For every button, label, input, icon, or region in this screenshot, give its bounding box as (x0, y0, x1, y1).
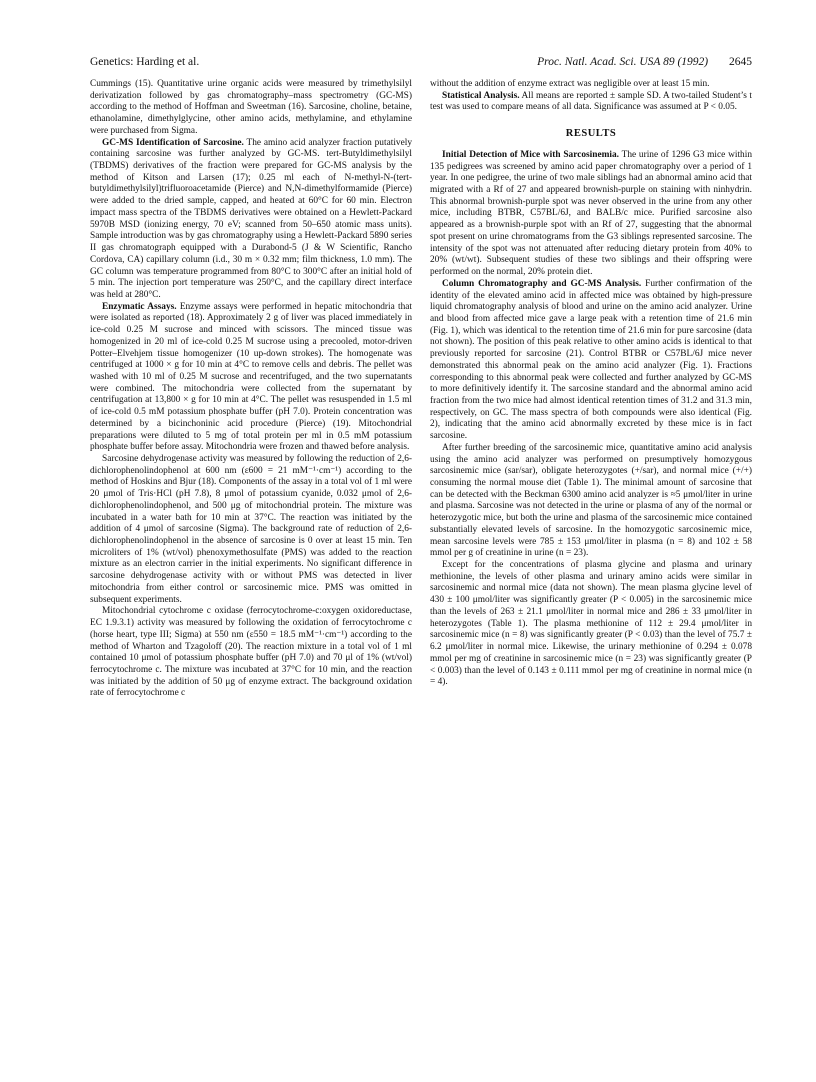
paragraph-text: Cummings (15). Quantitative urine organic acids were measured by trimethylsilyl derivatization followed by gas chromatography–mass spectrometry (GC-MS) according to the method of Hoffman and Sweetman (16). Sarcosine, choline, betaine, ethanolamine, dimethylglycine, other amino acids, methylamine, and ethylamine were purchased from Sigma. (90, 79, 412, 136)
journal-citation (537, 56, 752, 68)
results-heading: RESULTS (565, 128, 617, 140)
page-number: 2645 (729, 56, 752, 68)
paragraph-text: Except for the concentrations of plasma glycine and plasma and urinary methionine, the levels of other plasma and urinary amino acids were similar in sarcosinemic and normal mice (data not shown). The mean plasma glycine level of 430 ± 100 μmol/liter was significantly greater (P < 0.005) in the sarcosinemic mice than the levels of 263 ± 21.1 μmol/liter in normal mice and 286 ± 33 μmol/liter in heterozygotes (Table 1). The plasma methionine of 112 ± 29.4 μmol/liter in sarcosinemic mice (n = 8) was significantly greater (P < 0.03) than the level of 75.7 ± 6.2 μmol/liter in normal mice. Likewise, the urinary methionine of 0.294 ± 0.078 mmol per mg of creatinine in sarcosinemic mice (n = 23) was significantly greater (P < 0.003) than the level of 0.143 ± 0.111 mmol per mg of creatinine in normal mice (n = 4). (430, 560, 752, 688)
sarcosine-dehydrogenase-paragraph (90, 454, 412, 606)
left-column (90, 79, 412, 700)
running-head: Genetics: Harding et al. (90, 56, 200, 68)
quantitative-analysis-paragraph (430, 443, 752, 560)
journal-name: Proc. Natl. Acad. Sci. USA 89 (1992) (537, 56, 709, 68)
paragraph-heading: Column Chromatography and GC-MS Analysis. (442, 278, 642, 289)
initial-detection-paragraph (430, 150, 752, 279)
enzymatic-assays-paragraph (90, 302, 412, 454)
paragraph-text: Sarcosine dehydrogenase activity was measured by following the reduction of 2,6-dichlorophenolindophenol at 600 nm (ε600 = 21 mM⁻¹·cm⁻¹) according to the method of Hoskins and Bjur (18). Components of the assay in a total vol of 1 ml were 20 μmol of Tris·HCl (pH 7.8), 8 μmol of potassium cyanide, 0.032 μmol of 2,6-dichlorophenolindophenol, and 500 μg of mitochondrial protein. The mixture was incubated in a water bath for 10 min at 37°C. The reaction was initiated by the addition of 4 μmol of sarcosine (Sigma). The background rate of reduction of 2,6-dichlorophenolindophenol in the absence of sarcosine is 0 over at least 15 min. Ten microliters of 1% (wt/vol) phenoxymethosulfate (PMS) was added to the reaction mixture as an electron carrier in the initial experiments. No significant difference in sarcosine dehydrogenase activity with or without PMS was detected in liver mitochondria from either control or sarcosinemic mice. PMS was omitted in subsequent experiments. (90, 454, 412, 605)
glycine-methionine-paragraph (430, 560, 752, 689)
cytochrome-oxidase-paragraph (90, 606, 412, 700)
paragraph-heading: Initial Detection of Mice with Sarcosinemia. (442, 149, 619, 160)
continued-paragraph (430, 79, 752, 91)
paragraph-heading: Enzymatic Assays. (102, 301, 177, 312)
paragraph-text: The amino acid analyzer fraction putatively containing sarcosine was further analyzed by GC-MS. tert-Butyldimethylsilyl (TBDMS) derivatives of the fraction were prepared for GC-MS analysis by the method of Kitson and Larsen (17); 0.25 ml each of N-methyl-N-(tert-butyldimethylsilyl)trifluoroacetamide (Pierce) and N,N-dimethylformamide (Pierce) were added to the dried sample, capped, and heated at 60°C for 60 min. Electron impact mass spectra of the TBDMS derivatives were obtained on a Hewlett-Packard 5970B MSD (ionizing energy, 70 eV; scanned from 50–650 atomic mass units). Sample introduction was by gas chromatography using a Hewlett-Packard 5890 series II gas chromatograph equipped with a Durabond-5 (J & W Scientific, Rancho Cordova, CA) capillary column (i.d., 30 m × 0.32 mm; film thickness, 1.0 mm). The GC column was temperature programmed from 80°C to 300°C after an initial hold of 5 min. The injection port temperature was 250°C, and the capillary direct interface was held at 280°C. (90, 137, 413, 300)
paragraph-heading: GC-MS Identification of Sarcosine. (102, 137, 244, 148)
paragraph-text: Further confirmation of the identity of the elevated amino acid in affected mice was obtained by high-pressure liquid chromatography analysis of blood and urine on the amino acid analyzer. Urine and blood from affected mice gave a large peak with a retention time of 21.6 min (Fig. 1), which was identical to the retention time of 21.6 min for pure sarcosine (data not shown). The position of this peak relative to other amino acids is identical to that previously reported for sarcosine (21). Control BTBR or C57BL/6J mice never demonstrated this abnormal peak on the amino acid analyzer (Fig. 1). Fractions corresponding to this abnormal peak were collected and further analyzed by GC-MS to more definitively identify it. The sarcosine standard and the abnormal amino acid fraction from the two mice had almost identical retention times of 31.2 and 31.3 min, respectively, on GC. The mass spectra of both compounds were also identical (Fig. 2), indicating that the amino acid abnormally excreted by these mice is in fact sarcosine. (430, 278, 752, 442)
paragraph-text: without the addition of enzyme extract was negligible over at least 15 min. (430, 79, 710, 89)
page-header (90, 56, 752, 72)
paragraph-text: Enzyme assays were performed in hepatic mitochondria that were isolated as reported (18). Approximately 2 g of liver was placed immediately in ice-cold 0.25 M sucrose and minced with scissors. The minced tissue was homogenized in 20 ml of ice-cold 0.25 M sucrose using a precooled, motor-driven Potter–Elvehjem tissue homogenizer (10 up-down strokes). The homogenate was centrifuged at 1000 × g for 10 min at 4°C to remove cells and debris. The pellet was washed with 10 ml of 0.25 M sucrose and recentrifuged, and the two supernatants were combined. The mitochondria were collected from the supernatant by centrifugation at 13,800 × g for 10 min at 4°C. The pellet was resuspended in 1.5 ml of ice-cold 0.5 mM potassium phosphate buffer (pH 7.0). Protein concentration was determined by a bicinchoninic acid procedure (Pierce) (19). Mitochondrial preparations were diluted to 5 mg of total protein per ml in 0.5 mM potassium phosphate buffer before assay. Mitochondria were frozen and thawed before analysis. (90, 301, 412, 453)
paragraph-text: All means are reported ± sample SD. A two-tailed Student’s t test was used to compare means of all data. Significance was assumed at P < 0.05. (430, 90, 752, 113)
statistical-analysis-paragraph (430, 91, 752, 114)
right-column (430, 79, 752, 689)
methods-paragraph (90, 79, 412, 138)
paragraph-heading: Statistical Analysis. (442, 90, 520, 101)
paragraph-text: Mitochondrial cytochrome c oxidase (ferrocytochrome-c:oxygen oxidoreductase, EC 1.9.3.1) activity was measured by following the oxidation of ferrocytochrome c (horse heart, type III; Sigma) at 550 nm (ε550 = 18.5 mM⁻¹·cm⁻¹) according to the method of Wharton and Tzagoloff (20). The reaction mixture in a total vol of 1 ml contained 10 μmol of potassium phosphate buffer (pH 7.0) and 70 μl of 1% (wt/vol) ferrocytochrome c. The mixture was incubated at 37°C for 10 min, and the reaction was initiated by the addition of 50 μg of enzyme extract. The background oxidation rate of ferrocytochrome c (90, 606, 412, 699)
paragraph-text: The urine of 1296 G3 mice within 135 pedigrees was screened by amino acid paper chromatography over a period of 1 year. In one pedigree, the urine of two male siblings had an abnormal amino acid that migrated with a Rf of 27 and appeared brownish-purple on staining with ninhydrin. This abnormal brownish-purple spot was never observed in the urine from any other mice, including BTBR, C57BL/6J, and BALB/c mice. Purified sarcosine also appeared as a brownish-purple spot with an Rf of 27, suggesting that the abnormal spot present on urine chromatograms from the G3 siblings represented sarcosine. The intensity of the spot was not attenuated after reducing dietary protein from 40% to 20% (wt/wt). Subsequent studies of these two siblings and their offspring were performed on the normal, 20% protein diet. (430, 149, 752, 278)
paragraph-text: After further breeding of the sarcosinemic mice, quantitative amino acid analysis using the amino acid analyzer was performed on presumptively homozygous sarcosinemic mice (sar/sar), obligate heterozygotes (+/sar), and normal mice (+/+) consuming the normal mouse diet (Table 1). The minimal amount of sarcosine that can be detected with the Beckman 6300 amino acid analyzer is ≈5 μmol/liter in urine and plasma. Sarcosine was not detected in the urine or plasma of any of the normal or heterozygotic mice, but both the urine and plasma of the sarcosinemic mice contained substantially elevated levels of sarcosine. In the homozygotic sarcosinemic mice, mean sarcosine levels were 785 ± 153 μmol/liter in plasma (n = 8) and 102 ± 58 mmol per g of creatinine in urine (n = 23). (430, 442, 752, 559)
gcms-identification-paragraph (90, 138, 412, 302)
column-chromatography-paragraph (430, 279, 752, 443)
